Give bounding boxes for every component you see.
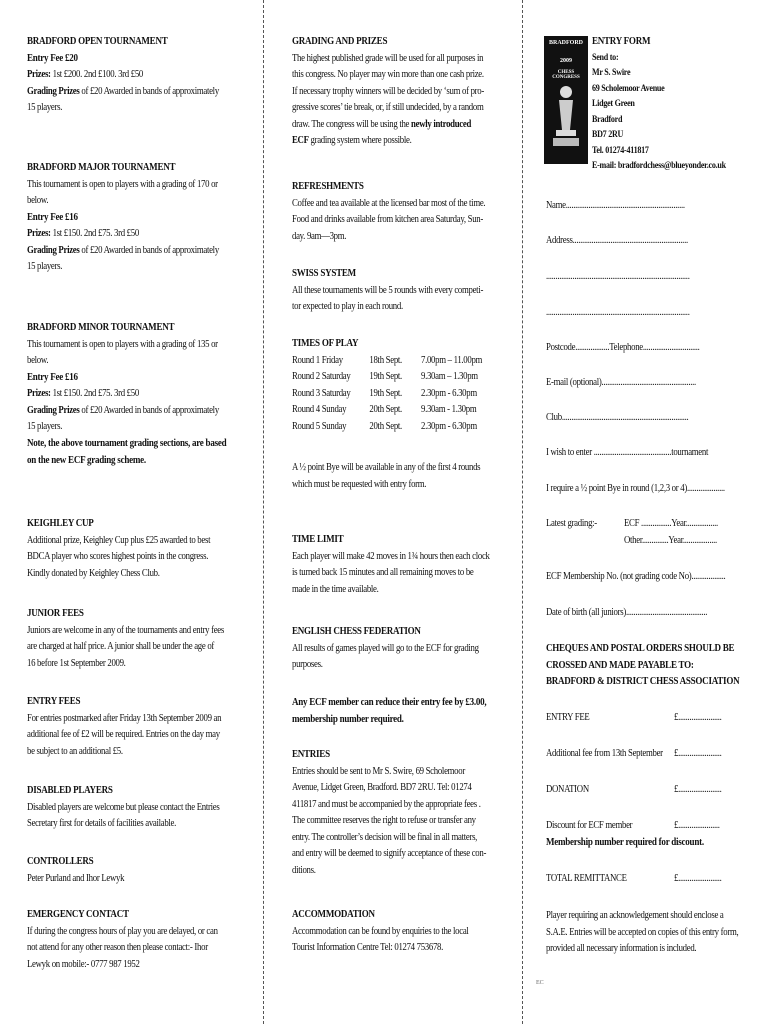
minor-grading-prizes-2: 15 players. bbox=[27, 421, 63, 432]
round-date: 19th Sept. bbox=[369, 387, 402, 399]
controllers-section bbox=[27, 854, 140, 887]
rounds-table bbox=[292, 353, 483, 436]
name-field[interactable]: Name............................................................... bbox=[546, 200, 685, 211]
fee-label: DONATION bbox=[546, 784, 589, 795]
major-title: BRADFORD MAJOR TOURNAMENT bbox=[27, 162, 176, 173]
address-field-3[interactable]: ............................................................................ bbox=[546, 307, 690, 318]
grading-note bbox=[27, 436, 259, 469]
junior-text-1: Juniors are welcome in any of the tournaments and entry fees bbox=[27, 624, 225, 636]
cheques-line-3: BRADFORD & DISTRICT CHESS ASSOCIATION bbox=[546, 676, 740, 687]
emergency-text-1: If during the congress hours of play you are delayed, or can bbox=[27, 925, 218, 937]
junior-title: JUNIOR FEES bbox=[27, 608, 84, 619]
grading-text-1: The highest published grade will be used for all purposes in bbox=[292, 52, 484, 64]
latest-grading-label: Latest grading:- bbox=[546, 518, 597, 529]
open-grading-prizes: Grading Prizes of £20 Awarded in bands of approximately bbox=[27, 85, 219, 97]
grading-title: GRADING AND PRIZES bbox=[292, 36, 388, 47]
logo-text-2: 2009 bbox=[560, 58, 572, 64]
cheques-line-1: CHEQUES AND POSTAL ORDERS SHOULD BE bbox=[546, 643, 735, 654]
keighley-title: KEIGHLEY CUP bbox=[27, 518, 94, 529]
round-row bbox=[292, 353, 483, 370]
junior-text-3: 16 before 1st September 2009. bbox=[27, 657, 126, 669]
minor-text-2: below. bbox=[27, 355, 49, 366]
grading-text-3: If necessary trophy winners will be decided by ‘sum of pro- bbox=[292, 85, 484, 97]
date-of-birth-field[interactable]: Date of birth (all juniors)........................................... bbox=[546, 607, 708, 618]
round-date: 19th Sept. bbox=[369, 371, 402, 382]
controllers-title: CONTROLLERS bbox=[27, 856, 94, 867]
ecf-section bbox=[292, 624, 509, 674]
round-name: Round 1 Friday bbox=[292, 354, 343, 366]
chess-piece-icon bbox=[544, 82, 588, 162]
member-discount-section bbox=[292, 695, 518, 728]
major-grading-prizes-2: 15 players. bbox=[27, 261, 63, 272]
time-limit-section bbox=[292, 532, 522, 598]
tournament-field[interactable]: I wish to enter .........................................tournament bbox=[546, 447, 709, 458]
disabled-text-1: Disabled players are welcome but please contact the Entries bbox=[27, 801, 220, 813]
grading-prizes-section bbox=[292, 34, 515, 150]
fee-label: Additional fee from 13th September bbox=[546, 748, 663, 759]
address-line-2: 69 Scholemoor Avenue bbox=[592, 83, 665, 94]
grading-text-5: draw. The congress will be using the newly introduced bbox=[292, 118, 472, 130]
accommodation-title: ACCOMMODATION bbox=[292, 909, 375, 920]
ecf-title: ENGLISH CHESS FEDERATION bbox=[292, 626, 421, 637]
refreshments-text-2: Food and drinks available from kitchen area Saturday, Sun- bbox=[292, 214, 483, 225]
round-time: 7.00pm – 11.00pm bbox=[421, 354, 483, 366]
keighley-text-1: Additional prize, Keighley Cup plus £25 awarded to best bbox=[27, 534, 211, 546]
round-date: 20th Sept. bbox=[369, 420, 402, 432]
grading-text-6: ECF grading system where possible. bbox=[292, 135, 412, 146]
entries-text-4: The committee reserves the right to refuse or transfer any bbox=[292, 815, 476, 826]
round-time: 2.30pm - 6.30pm bbox=[421, 387, 477, 399]
keighley-cup-section bbox=[27, 516, 240, 582]
disabled-title: DISABLED PLAYERS bbox=[27, 785, 113, 796]
fee-amount-field[interactable]: £....................... bbox=[674, 712, 722, 723]
major-text-2: below. bbox=[27, 195, 49, 206]
round-time: 9.30am – 1.30pm bbox=[421, 371, 478, 382]
discount-note: Membership number required for discount. bbox=[546, 837, 704, 848]
junior-text-2: are charged at half price. A junior shall be under the age of bbox=[27, 641, 215, 652]
accommodation-text-1: Accommodation can be found by enquiries to the local bbox=[292, 925, 469, 937]
entry-fees-title: ENTRY FEES bbox=[27, 696, 81, 707]
open-grading-prizes-2: 15 players. bbox=[27, 102, 63, 113]
emergency-contact-section bbox=[27, 907, 249, 973]
fee-label: TOTAL REMITTANCE bbox=[546, 873, 627, 884]
round-name: Round 5 Sunday bbox=[292, 420, 347, 432]
round-date: 20th Sept. bbox=[369, 404, 402, 415]
minor-fee: Entry Fee £16 bbox=[27, 371, 78, 383]
time-limit-text-1: Each player will make 42 moves in 1¾ hours then each clock bbox=[292, 550, 490, 562]
entries-title: ENTRIES bbox=[292, 749, 330, 760]
fold-line-right bbox=[522, 0, 523, 1024]
entries-text-5: entry. The controller’s decision will be final in all matters, bbox=[292, 831, 478, 843]
round-time: 2.30pm - 6.30pm bbox=[421, 420, 477, 432]
note-line-2: on the new ECF grading scheme. bbox=[27, 454, 146, 466]
refreshments-text-1: Coffee and tea available at the licensed bar most of the time. bbox=[292, 197, 486, 209]
controllers-text: Peter Purland and Ihor Lewyk bbox=[27, 872, 125, 884]
logo-text-3: CHESS CONGRESS bbox=[552, 70, 580, 80]
chess-congress-logo bbox=[544, 36, 588, 164]
footer-mark: EC bbox=[536, 980, 544, 986]
round-time: 9.30am - 1.30pm bbox=[421, 404, 477, 415]
member-text-1: Any ECF member can reduce their entry fee by £3.00, bbox=[292, 697, 487, 708]
major-grading-prizes: Grading Prizes of £20 Awarded in bands of approximately bbox=[27, 244, 219, 256]
grading-text-2: this congress. No player may win more than one cash prize. bbox=[292, 69, 484, 80]
entries-section bbox=[292, 747, 518, 879]
grading-text-4: gressive scores’ tie break, or, if still undecided, by a random bbox=[292, 102, 484, 113]
round-row bbox=[292, 369, 478, 386]
ecf-text-1: All results of games played will go to the ECF for grading bbox=[292, 642, 479, 654]
bye-round-field[interactable]: I require a ½ point Bye in round (1,2,3 or 4).................... bbox=[546, 483, 725, 494]
time-limit-title: TIME LIMIT bbox=[292, 534, 344, 545]
swiss-text-1: All these tournaments will be 5 rounds with every competi- bbox=[292, 284, 484, 296]
address-field[interactable]: Address............................................................. bbox=[546, 235, 688, 246]
accommodation-text-2: Tourist Information Centre Tel: 01274 753678. bbox=[292, 942, 444, 953]
bye-text-2: which must be requested with entry form. bbox=[292, 478, 427, 490]
refreshments-text-3: day. 9am—3pm. bbox=[292, 230, 347, 242]
address-line-5: BD7 2RU bbox=[592, 130, 624, 140]
entry-fees-text-3: be subject to an additional £5. bbox=[27, 745, 123, 757]
entries-text-3: 411817 and must be accompanied by the appropriate fees . bbox=[292, 798, 481, 810]
accommodation-section bbox=[292, 907, 497, 957]
ecf-grading-field[interactable]: ECF ................Year................. bbox=[624, 518, 718, 529]
cheques-notice bbox=[546, 641, 770, 691]
major-tournament-section bbox=[27, 160, 250, 276]
times-title: TIMES OF PLAY bbox=[292, 338, 359, 349]
address-line-4: Bradford bbox=[592, 114, 623, 125]
open-title: BRADFORD OPEN TOURNAMENT bbox=[27, 36, 168, 47]
time-limit-text-3: made in the time available. bbox=[292, 583, 379, 595]
keighley-text-2: BDCA player who scores highest points in the congress. bbox=[27, 551, 209, 562]
round-name: Round 4 Sunday bbox=[292, 404, 347, 415]
email-field[interactable]: E-mail (optional).................................................. bbox=[546, 377, 696, 388]
fold-line-left bbox=[263, 0, 264, 1024]
fee-amount-field[interactable]: £....................... bbox=[674, 748, 722, 759]
open-prizes: Prizes: 1st £200. 2nd £100. 3rd £50 bbox=[27, 69, 144, 80]
major-prizes: Prizes: 1st £150. 2nd £75. 3rd £50 bbox=[27, 228, 139, 239]
sae-note bbox=[546, 908, 770, 958]
major-fee: Entry Fee £16 bbox=[27, 211, 78, 223]
fee-amount-field[interactable]: £....................... bbox=[674, 873, 722, 884]
entries-text-2: Avenue, Lidget Green, Bradford. BD7 2RU. Tel: 01274 bbox=[292, 782, 472, 793]
disabled-text-2: Secretary first for details of facilities available. bbox=[27, 818, 177, 829]
address-line-3: Lidget Green bbox=[592, 99, 635, 109]
round-date: 18th Sept. bbox=[369, 354, 402, 366]
sae-text-2: S.A.E. Entries will be accepted on copies of this entry form, bbox=[546, 926, 739, 938]
refreshments-title: REFRESHMENTS bbox=[292, 181, 364, 192]
entry-form-title: ENTRY FORM bbox=[592, 36, 651, 47]
swiss-text-2: tor expected to play in each round. bbox=[292, 301, 403, 312]
address-line-1: Mr S. Swire bbox=[592, 68, 631, 78]
disabled-players-section bbox=[27, 783, 251, 833]
ecf-membership-field[interactable]: ECF Membership No. (not grading code No).................. bbox=[546, 571, 726, 582]
fee-amount-field[interactable]: £....................... bbox=[674, 784, 722, 795]
times-of-play-section bbox=[292, 336, 483, 435]
phone-line: Tel. 01274-411817 bbox=[592, 145, 649, 156]
junior-fees-section bbox=[27, 606, 256, 672]
entry-fees-text-1: For entries postmarked after Friday 13th September 2009 an bbox=[27, 712, 222, 724]
postcode-telephone-field[interactable]: Postcode..................Telephone.............................. bbox=[546, 342, 700, 353]
address-field-2[interactable]: ............................................................................ bbox=[546, 271, 690, 282]
entry-fees-section bbox=[27, 694, 253, 760]
minor-text-1: This tournament is open to players with a grading of 135 or bbox=[27, 338, 218, 350]
fee-amount-field[interactable]: £...................... bbox=[674, 820, 720, 831]
swiss-title: SWISS SYSTEM bbox=[292, 268, 356, 279]
keighley-text-3: Kindly donated by Keighley Chess Club. bbox=[27, 567, 160, 579]
round-row bbox=[292, 386, 477, 403]
entries-text-6: and entry will be deemed to signify acceptance of these con- bbox=[292, 848, 487, 859]
other-grading-field[interactable]: Other..............Year.................. bbox=[624, 535, 717, 546]
sae-text-1: Player requiring an acknowledgement should enclose a bbox=[546, 910, 724, 921]
emergency-text-2: not attend for any other reason then please contact:- Ihor bbox=[27, 942, 208, 953]
minor-tournament-section bbox=[27, 320, 250, 436]
swiss-system-section bbox=[292, 266, 514, 316]
note-line-1: Note, the above tournament grading sections, are based bbox=[27, 438, 227, 449]
emergency-text-3: Lewyk on mobile:- 0777 987 1952 bbox=[27, 958, 140, 970]
entries-text-7: ditions. bbox=[292, 864, 316, 876]
club-field[interactable]: Club................................................................... bbox=[546, 412, 689, 423]
bye-section bbox=[292, 460, 511, 493]
round-name: Round 2 Saturday bbox=[292, 371, 351, 382]
round-name: Round 3 Saturday bbox=[292, 387, 351, 399]
entry-form-header bbox=[592, 34, 748, 175]
open-fee: Entry Fee £20 bbox=[27, 52, 78, 64]
ecf-text-2: purposes. bbox=[292, 659, 323, 670]
minor-title: BRADFORD MINOR TOURNAMENT bbox=[27, 322, 175, 333]
round-row bbox=[292, 402, 477, 419]
minor-grading-prizes: Grading Prizes of £20 Awarded in bands of approximately bbox=[27, 404, 219, 416]
logo-text-1: BRADFORD bbox=[549, 40, 583, 46]
open-tournament-section bbox=[27, 34, 250, 117]
entry-fees-text-2: additional fee of £2 will be required. Entries on the day may bbox=[27, 729, 220, 740]
entries-text-1: Entries should be sent to Mr S. Swire, 69 Scholemoor bbox=[292, 765, 465, 777]
bye-text-1: A ½ point Bye will be available in any of the first 4 rounds bbox=[292, 462, 481, 473]
sae-text-3: provided all necessary information is included. bbox=[546, 943, 697, 954]
fee-label: ENTRY FEE bbox=[546, 712, 590, 723]
time-limit-text-2: is turned back 15 minutes and all remaining moves to be bbox=[292, 567, 474, 578]
emergency-title: EMERGENCY CONTACT bbox=[27, 909, 129, 920]
major-text-1: This tournament is open to players with a grading of 170 or bbox=[27, 178, 218, 190]
minor-prizes: Prizes: 1st £150. 2nd £75. 3rd £50 bbox=[27, 388, 139, 399]
email-line: E-mail: bradfordchess@blueyonder.co.uk bbox=[592, 161, 726, 171]
round-row bbox=[292, 419, 477, 436]
refreshments-section bbox=[292, 179, 517, 245]
fee-label: Discount for ECF member bbox=[546, 820, 633, 831]
send-to-label: Send to: bbox=[592, 52, 619, 63]
cheques-line-2: CROSSED AND MADE PAYABLE TO: bbox=[546, 659, 694, 671]
member-text-2: membership number required. bbox=[292, 713, 404, 725]
